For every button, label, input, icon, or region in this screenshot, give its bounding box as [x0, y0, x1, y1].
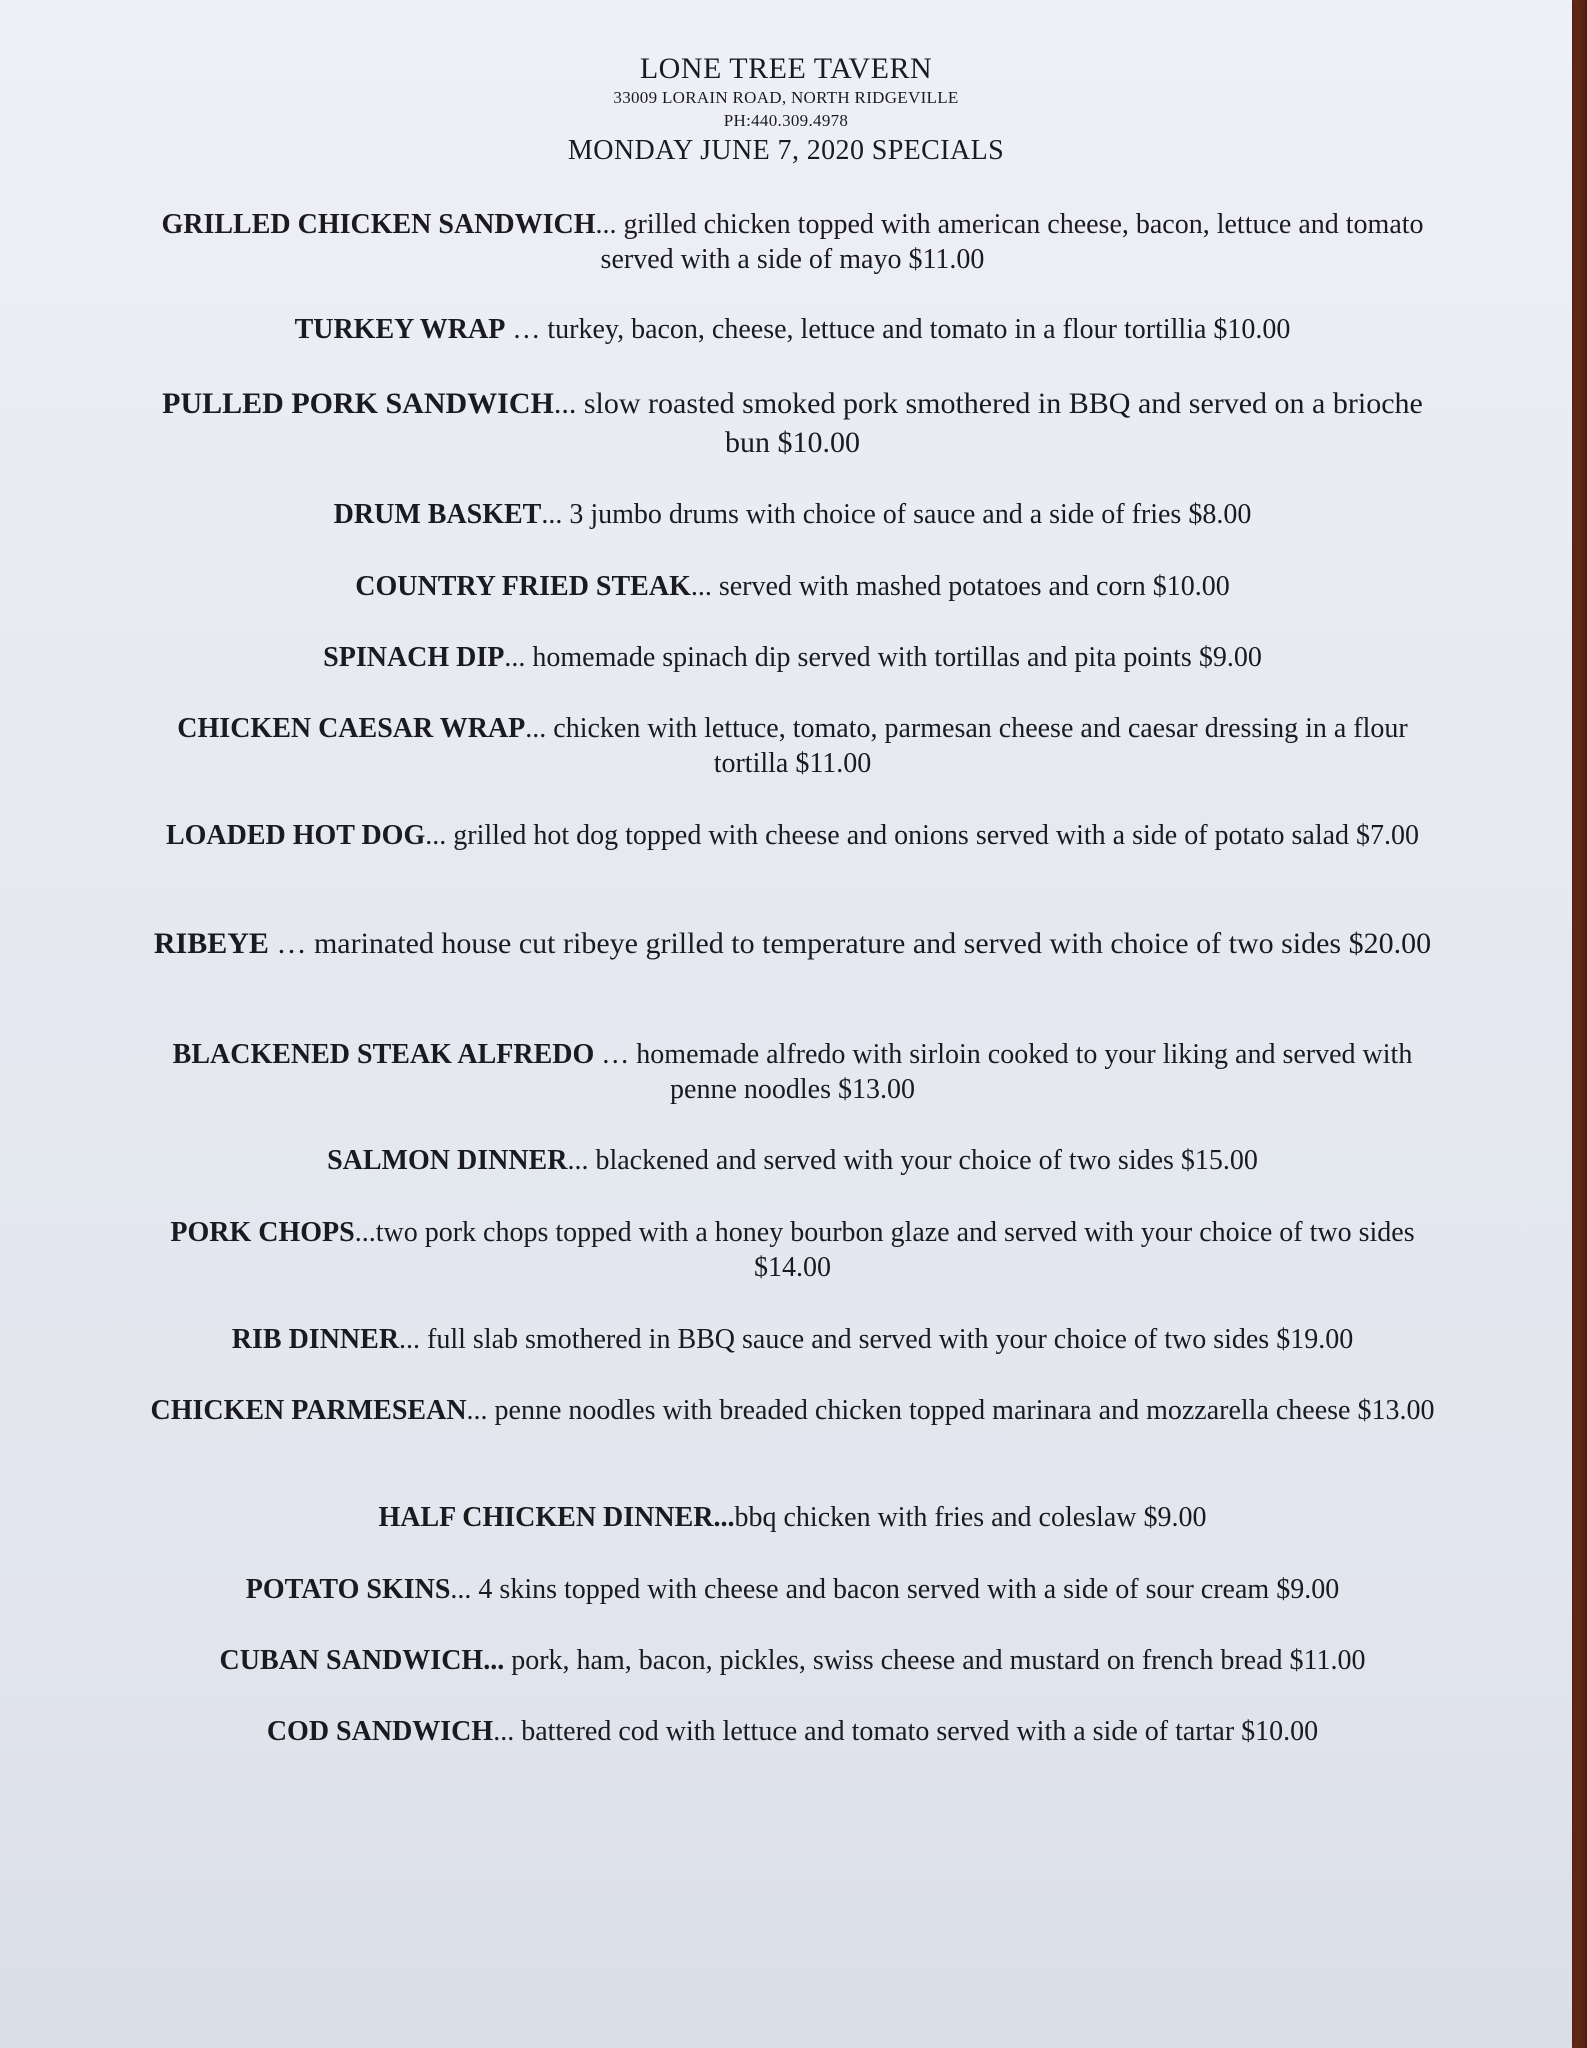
- menu-item-description: ... penne noodles with breaded chicken topped marinara and mozzarella cheese $13.00: [466, 1395, 1435, 1426]
- menu-item-description: bbq chicken with fries and coleslaw $9.00: [734, 1502, 1207, 1533]
- menu-item-name: PULLED PORK SANDWICH: [162, 387, 554, 420]
- menu-item-name: HALF CHICKEN DINNER...: [378, 1502, 735, 1533]
- restaurant-phone: PH:440.309.4978: [723, 111, 849, 130]
- menu-item-description: ... 4 skins topped with cheese and bacon served with a side of sour cream $9.00: [450, 1574, 1340, 1605]
- menu-item-name: PORK CHOPS: [170, 1217, 355, 1248]
- menu-item: [145, 1572, 1440, 1607]
- menu-item-description: ... grilled hot dog topped with cheese and onions served with a side of potato salad $7.00: [425, 820, 1420, 851]
- menu-item-name: RIBEYE: [153, 927, 269, 960]
- menu-item-description: ... blackened and served with your choice of two sides $15.00: [567, 1145, 1258, 1176]
- menu-item-description: ... 3 jumbo drums with choice of sauce and a side of fries $8.00: [541, 499, 1252, 530]
- menu-item-name: GRILLED CHICKEN SANDWICH: [161, 209, 596, 240]
- menu-item: [145, 312, 1440, 347]
- menu-item-name: POTATO SKINS: [245, 1574, 451, 1605]
- menu-item: [145, 640, 1440, 675]
- menu-item: [145, 1215, 1440, 1285]
- menu-item-description: ... homemade spinach dip served with tortillas and pita points $9.00: [504, 642, 1262, 673]
- menu-item: [145, 818, 1440, 853]
- menu-item-name: CUBAN SANDWICH...: [219, 1645, 505, 1676]
- menu-item: [145, 1393, 1440, 1428]
- menu-item: [145, 207, 1440, 277]
- menu-item-description: ... full slab smothered in BBQ sauce and served with your choice of two sides $19.00: [399, 1324, 1354, 1355]
- menu-item: [145, 924, 1440, 963]
- menu-item: [145, 384, 1440, 462]
- menu-item-description: ... served with mashed potatoes and corn $10.00: [690, 571, 1230, 602]
- specials-title: MONDAY JUNE 7, 2020 SPECIALS: [567, 135, 1005, 166]
- menu-item-name: COD SANDWICH: [266, 1716, 494, 1747]
- menu-item: [145, 711, 1440, 781]
- restaurant-address: 33009 LORAIN ROAD, NORTH RIDGEVILLE: [613, 88, 959, 107]
- menu-item-description: ...two pork chops topped with a honey bourbon glaze and served with your choice of two sides $14.00: [354, 1217, 1415, 1283]
- menu-item-name: CHICKEN PARMESEAN: [150, 1395, 467, 1426]
- menu-item-description: ... grilled chicken topped with american cheese, bacon, lettuce and tomato served with a side of mayo $11.00: [595, 209, 1424, 275]
- menu-item-name: LOADED HOT DOG: [165, 820, 426, 851]
- menu-item-name: DRUM BASKET: [333, 499, 542, 530]
- menu-item-name: COUNTRY FRIED STEAK: [355, 571, 691, 602]
- menu-item-name: SPINACH DIP: [323, 642, 505, 673]
- menu-item-description: … turkey, bacon, cheese, lettuce and tomato in a flour tortillia $10.00: [505, 314, 1291, 345]
- menu-item-description: pork, ham, bacon, pickles, swiss cheese and mustard on french bread $11.00: [504, 1645, 1366, 1676]
- menu-item-description: … marinated house cut ribeye grilled to temperature and served with choice of two sides $20.00: [268, 927, 1432, 960]
- menu-item-name: TURKEY WRAP: [294, 314, 506, 345]
- menu-item-name: SALMON DINNER: [327, 1145, 568, 1176]
- menu-item: [145, 1643, 1440, 1678]
- menu-item-description: ... chicken with lettuce, tomato, parmesan cheese and caesar dressing in a flour tortilla $11.00: [525, 713, 1408, 779]
- menu-item-name: BLACKENED STEAK ALFREDO: [172, 1039, 595, 1070]
- restaurant-name: LONE TREE TAVERN: [639, 52, 933, 85]
- menu-item: [145, 1143, 1440, 1178]
- menu-item: [145, 1500, 1440, 1535]
- menu-item: [145, 569, 1440, 604]
- menu-item: [145, 1037, 1440, 1107]
- menu-item-description: ... slow roasted smoked pork smothered in BBQ and served on a brioche bun $10.00: [553, 387, 1423, 459]
- menu-item: [145, 497, 1440, 532]
- menu-item-name: RIB DINNER: [231, 1324, 400, 1355]
- menu-item-name: CHICKEN CAESAR WRAP: [177, 713, 526, 744]
- menu-item-description: ... battered cod with lettuce and tomato served with a side of tartar $10.00: [493, 1716, 1319, 1747]
- menu-item-description: … homemade alfredo with sirloin cooked to your liking and served with penne noodles $13.00: [594, 1039, 1413, 1105]
- menu-item: [145, 1322, 1440, 1357]
- menu-item: [145, 1714, 1440, 1749]
